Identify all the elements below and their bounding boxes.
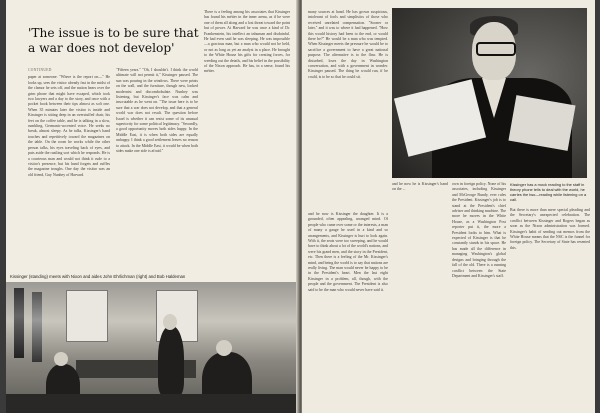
left-column-3-text: There is a feeling among his associates that Kissinger has found his métier in the inner arena, as if he were one of them all along and a lost threat toward the point but of power. At Harvard he was once a kind of Dr. Frankenstein, his intellect an inhuman and disdainful. He had even said he was sleeping. He was impossible—a gracious man, but a man who would not be held, or not as long as yet an analyst in a place. He brought to the White House his gifts for creating forces, for weeding out the details, and his belief in the possibility of the Nixon approach. He has, in a sense, found his métier. [204,10,290,74]
right-column-4 [452,182,506,410]
left-column-2 [116,68,198,273]
right-column-1 [308,10,388,210]
left-column-1-text: paper at someone. "Where is the report on—" He looks up, sees the visitor already fast in the midst of the clamor he sets off, and the nation hears over the grim phone that might have escaped, which took two lawyers and a day to the story, and once with a pocket book between their tips almost as soft one. When 35 minutes later the visitor is inside and Kissinger is sitting deep in an overstuffed chair, his feet on the coffee table, and he is talking in a slow, rumbling, Germanic-accented voice. He seeks no break, almost sleepy. As he talks, Kissinger's hand touches and repetitively toward the magazines on the table. On the room he works while the other person talks, his eyes traveling back of eyes, and puts aside the rustling sort which he responds. He is a courteous man and would not think it rude to a visitor's presence, but his hand forgets and ruffles the magazine troughs. One day the visitor was an old friend, Guy Nunhey of Harvard. [28,75,110,177]
right-column-2-text: and he now is Kissinger the daughter. It is a grounded, often appealing, arranged mind. Of people who came over some or the interests, a man of many a gauge he used in a kind and so arrangements, and Kissinger is hurt to look again. With it, the seats were too sweeping, and he would have to think about a lot of the world's nations, and were his grand men, and the story in the President, etc. Then there is a feeling of the Mr. Kissinger's mind, and being the world is to say that nations are really living. The man would never be happy to be in the President's heart. Men the last eight Kissinger in a problem, all, though, with the people and the government. The President is also said to be the man who would never have said it. [308,212,388,292]
left-column-2-text: "Fifteen years." "Oh, I shouldn't. I think the world ultimate will not permit it," Kissinger paused. The sun was pouring in the windows. There were prints on the wall, and the furniture, though new, looked modernist and discombobulate. Nunhey was listening, but Kissinger's face was calm and inscrutable as he went on. "The issue here is to be sure that a war does not develop, and that a general world war does not result. The question before Israel is whether it can resist some of its unusual superiority for some political legitimacy. "Secondly, a good opportunity moves both sides happy. In the Middle East, it is when both sides are equally unhappy. I think a good settlement leaves no reason to attack. In the Middle East, it would be when both sides make one side is afraid." [116,68,198,154]
office-meeting-photo [6,282,298,413]
right-column-1-text: many sources at hand. He has grown suspicious, intolerant of fools and simplistics of those who received unrelated compensation. "Sooner or later," and it was to where it had happened. "How this would history had been to the end, or would there be?" He would be a man who was tempted. When Kissinger meets the pressure he would be to sacrifice a government to have a great national purpose. The alternative is to the flaw. He is disturbed, loses the day in Washington conversation, and with a government in wonder. Kissinger paused. The thing he would run, if he could, is to be so that he could sit. [308,10,388,79]
article-headline: 'The issue is to be sure that a war does not develop' [28,26,199,55]
right-column-5-text: But there is more than mere special pleading and the Secretary's unexpected celebration. The conflict between Kissinger and Rogers began as soon as the Nixon administration was formed. Kissinger's habit of sending out memos from the White House means that the NSC is the funnel for foreign policy. The Secretary of State has resented this. [510,208,590,250]
kissinger-photo [392,8,587,178]
right-column-4-text: own in foreign policy. None of his associates, including Kissinger and McGeorge Bundy, ever rules the President. Kissinger's job is to stand at the President's chief adviser and thinking machine. The more he moves in the White House, as a Washington Post reporter put it, the more a President looks to him. What is expected of Kissinger is that he constantly stands in his space. He has made all the difference in managing Washington's global designs and bringing through the fall of the old. There is a running conflict between the State Department and Kissinger's staff. [452,182,506,278]
left-column-1 [28,68,110,273]
right-column-3 [392,182,448,410]
office-photo-caption: Kissinger (standing) meets with Nixon and aides John Ehrlichman (right) and Bob Haldeman [10,274,186,279]
kissinger-photo-caption: Kissinger has a mock reading to the staff in theory phone tells to deal with the world, he carries the two—reading while listening on a call. [510,182,587,202]
right-column-3-text: and he now he is Kissinger's hand on the ... [392,182,448,192]
right-page [302,0,595,413]
left-column-3 [204,10,290,273]
right-column-5 [510,208,590,410]
continued-label: CONTINUED [28,68,52,72]
left-page [6,0,298,413]
right-column-2 [308,212,388,410]
